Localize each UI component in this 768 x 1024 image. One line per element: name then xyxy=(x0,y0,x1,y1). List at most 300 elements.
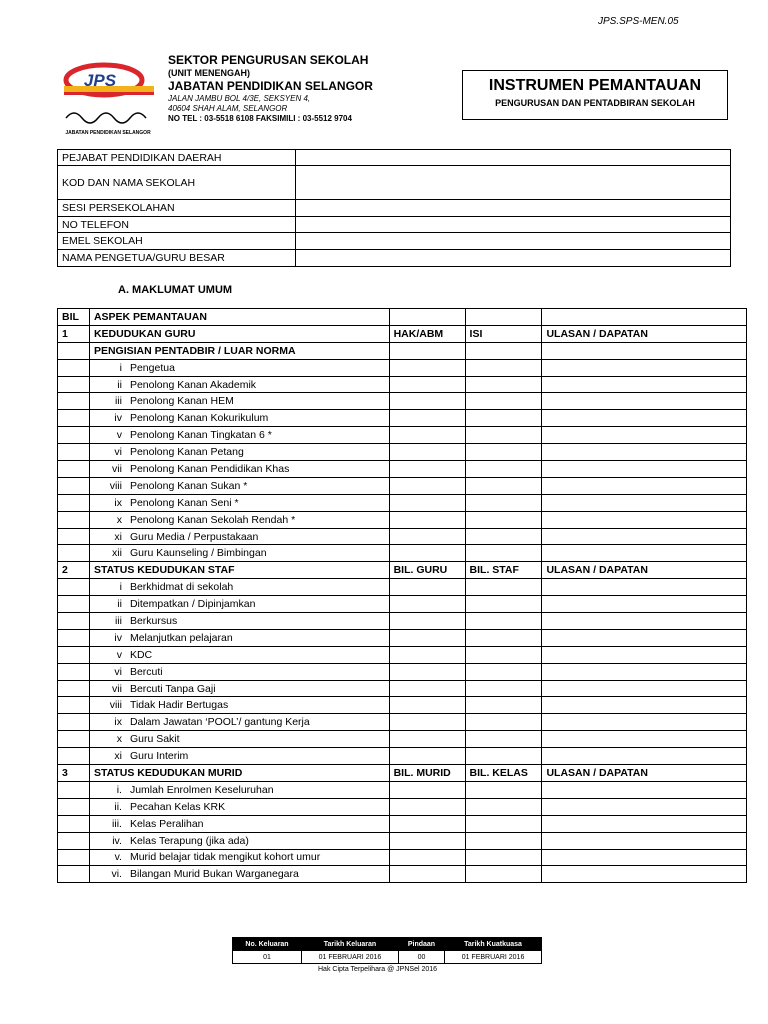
department-name: JABATAN PENDIDIKAN SELANGOR xyxy=(168,79,373,94)
empty-cell xyxy=(58,596,90,613)
item-cell xyxy=(89,444,389,461)
empty-cell xyxy=(58,494,90,511)
footer-value: 01 FEBRUARI 2016 xyxy=(302,951,399,964)
info-value-field[interactable] xyxy=(296,200,731,217)
address-line-1: JALAN JAMBU BOL 4/3E, SEKSYEN 4, xyxy=(168,94,311,104)
footer-header: Pindaan xyxy=(398,938,444,951)
item-label: Bilangan Murid Bukan Warganegara xyxy=(129,868,299,881)
address-line-2: 40604 SHAH ALAM, SELANGOR xyxy=(168,104,288,114)
value-field[interactable] xyxy=(389,714,465,731)
value-field[interactable] xyxy=(465,376,542,393)
issue-info-table xyxy=(232,937,542,964)
value-field[interactable] xyxy=(465,444,542,461)
comment-field[interactable] xyxy=(542,511,747,528)
empty-cell xyxy=(465,309,542,326)
table-row xyxy=(58,579,747,596)
item-label: Melanjutkan pelajaran xyxy=(129,631,233,644)
value-field[interactable] xyxy=(389,528,465,545)
value-field[interactable] xyxy=(389,781,465,798)
item-label: Berkursus xyxy=(129,614,178,627)
item-cell xyxy=(89,832,389,849)
table-row xyxy=(58,393,747,410)
info-value-field[interactable] xyxy=(296,233,731,250)
empty-cell xyxy=(58,866,90,883)
item-numeral: ix xyxy=(114,496,122,509)
item-cell xyxy=(89,376,389,393)
comment-field[interactable] xyxy=(542,393,747,410)
item-label: Bercuti Tanpa Gaji xyxy=(129,682,216,695)
footer-header: Tarikh Keluaran xyxy=(302,938,399,951)
item-label: Kelas Terapung (jika ada) xyxy=(129,834,249,847)
item-numeral: v xyxy=(116,648,122,661)
item-label: KDC xyxy=(129,648,153,661)
empty-cell xyxy=(58,613,90,630)
value-field[interactable] xyxy=(465,646,542,663)
empty-cell xyxy=(58,511,90,528)
table-row xyxy=(58,359,747,376)
value-field[interactable] xyxy=(389,376,465,393)
value-field[interactable] xyxy=(465,798,542,815)
item-label: Penolong Kanan HEM xyxy=(129,395,234,408)
value-field[interactable] xyxy=(389,697,465,714)
table-row xyxy=(58,461,747,478)
comment-field[interactable] xyxy=(542,494,747,511)
item-numeral: ix xyxy=(114,716,122,729)
empty-cell xyxy=(58,579,90,596)
item-label: Tidak Hadir Bertugas xyxy=(129,699,229,712)
item-numeral: iv xyxy=(114,631,122,644)
table-row xyxy=(58,798,747,815)
item-numeral: vi. xyxy=(111,868,122,881)
item-cell xyxy=(89,545,389,562)
value-field[interactable] xyxy=(465,596,542,613)
item-label: Guru Kaunseling / Bimbingan xyxy=(129,547,267,560)
comment-field[interactable] xyxy=(542,376,747,393)
school-info-table xyxy=(57,149,731,267)
item-label: Penolong Kanan Tingkatan 6 * xyxy=(129,429,272,442)
table-row xyxy=(58,596,747,613)
table-row xyxy=(58,849,747,866)
item-cell xyxy=(89,849,389,866)
table-row xyxy=(58,748,747,765)
info-label: NO TELEFON xyxy=(58,217,296,233)
svg-text:JABATAN PENDIDIKAN SELANGOR: JABATAN PENDIDIKAN SELANGOR xyxy=(65,130,151,136)
item-cell xyxy=(89,663,389,680)
empty-cell xyxy=(58,461,90,478)
table-row xyxy=(58,731,747,748)
table-row xyxy=(58,511,747,528)
table-row xyxy=(58,410,747,427)
value-field[interactable] xyxy=(465,393,542,410)
empty-cell xyxy=(58,815,90,832)
table-row xyxy=(58,376,747,393)
comment-field[interactable] xyxy=(542,798,747,815)
item-numeral: viii xyxy=(109,479,122,492)
section-header-row xyxy=(58,325,747,342)
jps-logo xyxy=(60,58,158,138)
section-title: STATUS KEDUDUKAN MURID xyxy=(89,765,389,782)
item-numeral: i xyxy=(119,581,122,594)
empty-cell xyxy=(58,629,90,646)
value-field[interactable] xyxy=(389,461,465,478)
document-title: INSTRUMEN PEMANTAUAN xyxy=(488,77,702,94)
table-row xyxy=(58,427,747,444)
item-cell xyxy=(89,511,389,528)
item-numeral: xii xyxy=(112,547,122,560)
value-field[interactable] xyxy=(465,731,542,748)
item-cell xyxy=(89,798,389,815)
value-field[interactable] xyxy=(389,646,465,663)
section-number: 2 xyxy=(58,562,90,579)
item-numeral: x xyxy=(116,733,122,746)
item-label: Penolong Kanan Sukan * xyxy=(129,479,248,492)
comment-field[interactable] xyxy=(542,748,747,765)
empty-cell xyxy=(58,714,90,731)
value-field[interactable] xyxy=(389,731,465,748)
value-field[interactable] xyxy=(389,444,465,461)
subheading-row xyxy=(58,342,747,359)
info-label: KOD DAN NAMA SEKOLAH xyxy=(58,166,296,200)
table-row xyxy=(58,444,747,461)
comment-field[interactable] xyxy=(542,596,747,613)
item-numeral: ii xyxy=(117,598,122,611)
table-row xyxy=(58,697,747,714)
item-numeral: ii. xyxy=(114,800,122,813)
value-field[interactable] xyxy=(389,815,465,832)
value-field[interactable] xyxy=(389,748,465,765)
item-numeral: iv. xyxy=(112,834,122,847)
item-numeral: iii. xyxy=(112,817,122,830)
comment-field[interactable] xyxy=(542,815,747,832)
section-title: STATUS KEDUDUKAN STAF xyxy=(89,562,389,579)
value-field[interactable] xyxy=(465,461,542,478)
value-field[interactable] xyxy=(389,342,465,359)
value-field[interactable] xyxy=(389,866,465,883)
contact-line: NO TEL : 03-5518 6108 FAKSIMILI : 03-5512 9704 xyxy=(168,114,352,124)
empty-cell xyxy=(58,832,90,849)
comment-field[interactable] xyxy=(542,866,747,883)
comment-field[interactable] xyxy=(542,477,747,494)
comment-field[interactable] xyxy=(542,697,747,714)
column-header: ULASAN / DAPATAN xyxy=(542,765,747,782)
footer-header: No. Keluaran xyxy=(233,938,302,951)
document-subtitle: PENGURUSAN DAN PENTADBIRAN SEKOLAH xyxy=(495,98,695,108)
item-cell xyxy=(89,359,389,376)
table-row xyxy=(58,477,747,494)
info-label: PEJABAT PENDIDIKAN DAERAH xyxy=(58,150,296,166)
empty-cell xyxy=(58,798,90,815)
value-field[interactable] xyxy=(389,545,465,562)
value-field[interactable] xyxy=(465,477,542,494)
value-field[interactable] xyxy=(465,359,542,376)
table-row xyxy=(58,646,747,663)
item-cell xyxy=(89,629,389,646)
column-header-aspek: ASPEK PEMANTAUAN xyxy=(89,309,389,326)
value-field[interactable] xyxy=(389,477,465,494)
item-numeral: vi xyxy=(114,446,122,459)
item-label: Pengetua xyxy=(129,361,175,374)
comment-field[interactable] xyxy=(542,444,747,461)
empty-cell xyxy=(58,427,90,444)
comment-field[interactable] xyxy=(542,849,747,866)
footer-value: 01 FEBRUARI 2016 xyxy=(445,951,542,964)
table-row xyxy=(58,781,747,798)
column-header: BIL. KELAS xyxy=(465,765,542,782)
value-field[interactable] xyxy=(465,748,542,765)
value-field[interactable] xyxy=(465,511,542,528)
empty-cell xyxy=(58,528,90,545)
value-field[interactable] xyxy=(389,849,465,866)
value-field[interactable] xyxy=(389,410,465,427)
item-numeral: x xyxy=(116,513,122,526)
table-row xyxy=(58,680,747,697)
value-field[interactable] xyxy=(465,781,542,798)
table-row xyxy=(58,528,747,545)
item-numeral: xi xyxy=(114,750,122,763)
column-header: BIL. GURU xyxy=(389,562,465,579)
table-row xyxy=(58,663,747,680)
item-numeral: viii xyxy=(109,699,122,712)
value-field[interactable] xyxy=(465,714,542,731)
item-cell xyxy=(89,427,389,444)
comment-field[interactable] xyxy=(542,545,747,562)
comment-field[interactable] xyxy=(542,832,747,849)
item-cell xyxy=(89,646,389,663)
item-numeral: i xyxy=(119,361,122,374)
item-cell xyxy=(89,461,389,478)
value-field[interactable] xyxy=(465,494,542,511)
copyright-notice: Hak Cipta Terpelihara @ JPNSel 2016 xyxy=(318,966,438,973)
empty-cell xyxy=(58,697,90,714)
value-field[interactable] xyxy=(465,866,542,883)
item-numeral: iii xyxy=(114,614,122,627)
value-field[interactable] xyxy=(465,629,542,646)
item-label: Penolong Kanan Pendidikan Khas xyxy=(129,462,290,475)
comment-field[interactable] xyxy=(542,629,747,646)
comment-field[interactable] xyxy=(542,663,747,680)
column-header: ULASAN / DAPATAN xyxy=(542,325,747,342)
item-numeral: xi xyxy=(114,530,122,543)
item-numeral: v. xyxy=(114,851,122,864)
section-number: 3 xyxy=(58,765,90,782)
section-header-row xyxy=(58,562,747,579)
comment-field[interactable] xyxy=(542,613,747,630)
comment-field[interactable] xyxy=(542,528,747,545)
info-value-field[interactable] xyxy=(296,250,731,267)
info-label: EMEL SEKOLAH xyxy=(58,233,296,250)
item-numeral: i. xyxy=(116,783,122,796)
value-field[interactable] xyxy=(465,849,542,866)
column-header: BIL. STAF xyxy=(465,562,542,579)
empty-cell xyxy=(58,781,90,798)
item-label: Berkhidmat di sekolah xyxy=(129,581,234,594)
comment-field[interactable] xyxy=(542,427,747,444)
empty-cell xyxy=(58,410,90,427)
empty-cell xyxy=(58,444,90,461)
empty-cell xyxy=(58,376,90,393)
empty-cell xyxy=(58,477,90,494)
value-field[interactable] xyxy=(389,680,465,697)
value-field[interactable] xyxy=(465,815,542,832)
monitoring-table xyxy=(57,308,747,883)
value-field[interactable] xyxy=(389,494,465,511)
value-field[interactable] xyxy=(389,613,465,630)
comment-field[interactable] xyxy=(542,359,747,376)
value-field[interactable] xyxy=(465,342,542,359)
info-label: SESI PERSEKOLAHAN xyxy=(58,200,296,217)
item-cell xyxy=(89,697,389,714)
unit-name: (UNIT MENENGAH) xyxy=(168,68,250,78)
value-field[interactable] xyxy=(465,680,542,697)
item-cell xyxy=(89,866,389,883)
empty-cell xyxy=(58,748,90,765)
item-numeral: vi xyxy=(114,665,122,678)
table-row xyxy=(58,714,747,731)
info-value-field[interactable] xyxy=(296,166,731,200)
table-row xyxy=(58,545,747,562)
value-field[interactable] xyxy=(389,663,465,680)
item-numeral: ii xyxy=(117,378,122,391)
empty-cell xyxy=(58,663,90,680)
table-row xyxy=(58,815,747,832)
value-field[interactable] xyxy=(465,613,542,630)
comment-field[interactable] xyxy=(542,342,747,359)
item-cell xyxy=(89,748,389,765)
section-number: 1 xyxy=(58,325,90,342)
item-cell xyxy=(89,731,389,748)
empty-cell xyxy=(58,646,90,663)
table-row xyxy=(58,494,747,511)
value-field[interactable] xyxy=(389,359,465,376)
item-label: Guru Sakit xyxy=(129,733,180,746)
item-cell xyxy=(89,815,389,832)
value-field[interactable] xyxy=(389,579,465,596)
column-header: ULASAN / DAPATAN xyxy=(542,562,747,579)
item-label: Kelas Peralihan xyxy=(129,817,204,830)
empty-cell xyxy=(389,309,465,326)
comment-field[interactable] xyxy=(542,731,747,748)
item-label: Jumlah Enrolmen Keseluruhan xyxy=(129,783,274,796)
footer-value: 01 xyxy=(233,951,302,964)
item-numeral: vii xyxy=(112,462,122,475)
value-field[interactable] xyxy=(465,663,542,680)
value-field[interactable] xyxy=(389,629,465,646)
column-header: BIL. MURID xyxy=(389,765,465,782)
item-numeral: vii xyxy=(112,682,122,695)
empty-cell xyxy=(58,680,90,697)
document-reference: JPS.SPS-MEN.05 xyxy=(598,16,679,27)
organization-address xyxy=(168,53,373,124)
item-cell xyxy=(89,714,389,731)
empty-cell xyxy=(58,849,90,866)
item-label: Penolong Kanan Akademik xyxy=(129,378,257,391)
item-cell xyxy=(89,613,389,630)
item-cell xyxy=(89,579,389,596)
sector-name: SEKTOR PENGURUSAN SEKOLAH xyxy=(168,53,369,67)
table-row xyxy=(58,613,747,630)
footer-value: 00 xyxy=(398,951,444,964)
item-numeral: v xyxy=(116,429,122,442)
column-header: ISI xyxy=(465,325,542,342)
svg-text:JPS: JPS xyxy=(83,71,117,90)
table-row xyxy=(58,866,747,883)
info-value-field[interactable] xyxy=(296,150,731,166)
item-cell xyxy=(89,680,389,697)
item-label: Murid belajar tidak mengikut kohort umur xyxy=(129,851,321,864)
item-label: Bercuti xyxy=(129,665,163,678)
comment-field[interactable] xyxy=(542,410,747,427)
value-field[interactable] xyxy=(465,528,542,545)
table-row xyxy=(58,629,747,646)
table-row xyxy=(58,832,747,849)
item-label: Pecahan Kelas KRK xyxy=(129,800,226,813)
section-header-row xyxy=(58,765,747,782)
value-field[interactable] xyxy=(389,798,465,815)
empty-cell xyxy=(58,393,90,410)
comment-field[interactable] xyxy=(542,781,747,798)
empty-cell xyxy=(58,731,90,748)
comment-field[interactable] xyxy=(542,579,747,596)
title-box xyxy=(462,70,728,120)
comment-field[interactable] xyxy=(542,680,747,697)
item-label: Ditempatkan / Dipinjamkan xyxy=(129,598,256,611)
value-field[interactable] xyxy=(389,832,465,849)
item-cell xyxy=(89,781,389,798)
item-label: Dalam Jawatan ‘POOL’/ gantung Kerja xyxy=(129,716,310,729)
item-label: Penolong Kanan Seni * xyxy=(129,496,239,509)
value-field[interactable] xyxy=(389,511,465,528)
item-cell xyxy=(89,477,389,494)
value-field[interactable] xyxy=(389,596,465,613)
subheading-label: PENGISIAN PENTADBIR / LUAR NORMA xyxy=(89,342,389,359)
item-numeral: iv xyxy=(114,412,122,425)
value-field[interactable] xyxy=(389,427,465,444)
value-field[interactable] xyxy=(465,545,542,562)
comment-field[interactable] xyxy=(542,646,747,663)
item-label: Guru Media / Perpustakaan xyxy=(129,530,259,543)
item-label: Penolong Kanan Sekolah Rendah * xyxy=(129,513,296,526)
item-label: Penolong Kanan Kokurikulum xyxy=(129,412,269,425)
value-field[interactable] xyxy=(465,832,542,849)
value-field[interactable] xyxy=(465,427,542,444)
item-cell xyxy=(89,494,389,511)
empty-cell xyxy=(542,309,747,326)
comment-field[interactable] xyxy=(542,461,747,478)
column-header-bil: BIL xyxy=(58,309,90,326)
value-field[interactable] xyxy=(389,393,465,410)
item-label: Penolong Kanan Petang xyxy=(129,446,244,459)
value-field[interactable] xyxy=(465,410,542,427)
empty-cell xyxy=(58,342,90,359)
column-header: HAK/ABM xyxy=(389,325,465,342)
item-cell xyxy=(89,410,389,427)
value-field[interactable] xyxy=(465,697,542,714)
comment-field[interactable] xyxy=(542,714,747,731)
item-cell xyxy=(89,596,389,613)
item-numeral: iii xyxy=(114,395,122,408)
section-title: KEDUDUKAN GURU xyxy=(89,325,389,342)
item-cell xyxy=(89,393,389,410)
section-a-heading: A. MAKLUMAT UMUM xyxy=(118,284,233,296)
info-value-field[interactable] xyxy=(296,217,731,233)
value-field[interactable] xyxy=(465,579,542,596)
item-cell xyxy=(89,528,389,545)
item-label: Guru Interim xyxy=(129,750,189,763)
empty-cell xyxy=(58,545,90,562)
empty-cell xyxy=(58,359,90,376)
footer-header: Tarikh Kuatkuasa xyxy=(445,938,542,951)
info-label: NAMA PENGETUA/GURU BESAR xyxy=(58,250,296,267)
